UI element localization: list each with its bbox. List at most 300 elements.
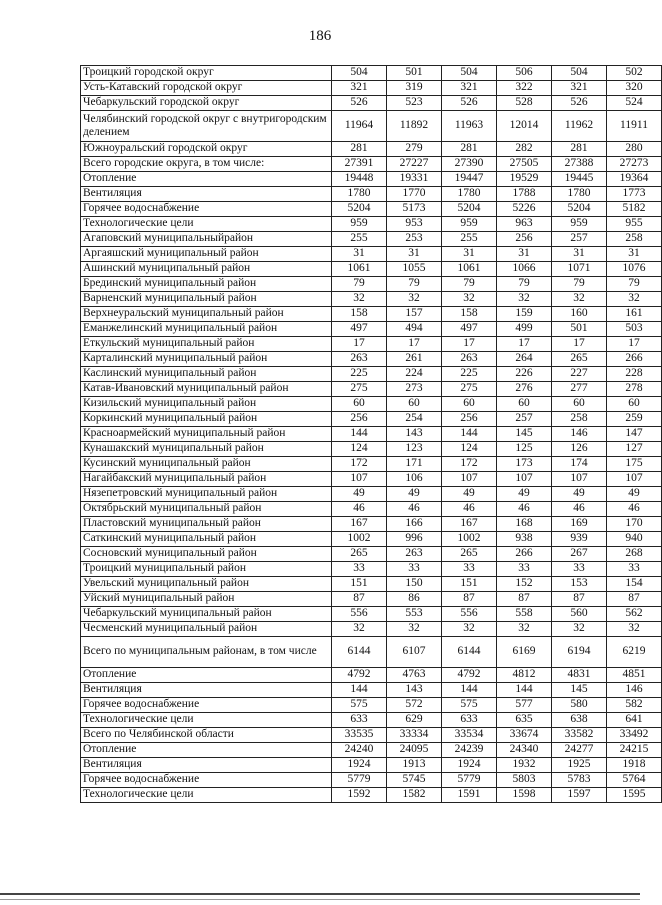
value-cell: 46 <box>552 502 607 517</box>
table-row <box>81 577 662 592</box>
table-row <box>81 262 662 277</box>
row-label: Каслинский муниципальный район <box>81 367 332 382</box>
value-cell: 5764 <box>607 773 662 788</box>
value-cell: 258 <box>552 412 607 427</box>
value-cell: 145 <box>552 683 607 698</box>
value-cell: 278 <box>607 382 662 397</box>
value-cell: 17 <box>332 337 387 352</box>
table-row <box>81 622 662 637</box>
table-row <box>81 532 662 547</box>
table-row <box>81 773 662 788</box>
value-cell: 146 <box>552 427 607 442</box>
value-cell: 32 <box>442 292 497 307</box>
value-cell: 1592 <box>332 788 387 803</box>
value-cell: 12014 <box>497 111 552 142</box>
value-cell: 19364 <box>607 172 662 187</box>
value-cell: 4851 <box>607 668 662 683</box>
value-cell: 506 <box>497 66 552 81</box>
value-cell: 33 <box>497 562 552 577</box>
value-cell: 19445 <box>552 172 607 187</box>
value-cell: 107 <box>607 472 662 487</box>
table-row <box>81 337 662 352</box>
value-cell: 638 <box>552 713 607 728</box>
table-row <box>81 698 662 713</box>
value-cell: 106 <box>387 472 442 487</box>
value-cell: 161 <box>607 307 662 322</box>
value-cell: 939 <box>552 532 607 547</box>
value-cell: 144 <box>442 427 497 442</box>
value-cell: 497 <box>332 322 387 337</box>
table-row <box>81 457 662 472</box>
value-cell: 268 <box>607 547 662 562</box>
value-cell: 4812 <box>497 668 552 683</box>
value-cell: 27505 <box>497 157 552 172</box>
value-cell: 19529 <box>497 172 552 187</box>
value-cell: 1071 <box>552 262 607 277</box>
value-cell: 5204 <box>442 202 497 217</box>
value-cell: 629 <box>387 713 442 728</box>
value-cell: 258 <box>607 232 662 247</box>
value-cell: 5204 <box>552 202 607 217</box>
value-cell: 226 <box>497 367 552 382</box>
value-cell: 87 <box>552 592 607 607</box>
row-label: Всего городские округа, в том числе: <box>81 157 332 172</box>
page-bottom-rule <box>0 893 640 895</box>
value-cell: 959 <box>332 217 387 232</box>
value-cell: 169 <box>552 517 607 532</box>
row-label: Вентиляция <box>81 187 332 202</box>
value-cell: 46 <box>332 502 387 517</box>
value-cell: 1780 <box>332 187 387 202</box>
value-cell: 1055 <box>387 262 442 277</box>
value-cell: 523 <box>387 96 442 111</box>
table-row <box>81 352 662 367</box>
value-cell: 27273 <box>607 157 662 172</box>
value-cell: 499 <box>497 322 552 337</box>
value-cell: 46 <box>607 502 662 517</box>
value-cell: 257 <box>497 412 552 427</box>
value-cell: 143 <box>387 427 442 442</box>
value-cell: 963 <box>497 217 552 232</box>
row-label: Красноармейский муниципальный район <box>81 427 332 442</box>
value-cell: 1595 <box>607 788 662 803</box>
row-label: Нагайбакский муниципальный район <box>81 472 332 487</box>
value-cell: 151 <box>442 577 497 592</box>
value-cell: 31 <box>332 247 387 262</box>
value-cell: 123 <box>387 442 442 457</box>
value-cell: 31 <box>607 247 662 262</box>
value-cell: 257 <box>552 232 607 247</box>
value-cell: 171 <box>387 457 442 472</box>
table-row <box>81 788 662 803</box>
value-cell: 1597 <box>552 788 607 803</box>
value-cell: 1591 <box>442 788 497 803</box>
value-cell: 263 <box>387 547 442 562</box>
value-cell: 86 <box>387 592 442 607</box>
value-cell: 321 <box>332 81 387 96</box>
row-label: Саткинский муниципальный район <box>81 532 332 547</box>
value-cell: 127 <box>607 442 662 457</box>
value-cell: 87 <box>442 592 497 607</box>
value-cell: 1061 <box>442 262 497 277</box>
table-row <box>81 758 662 773</box>
value-cell: 1002 <box>332 532 387 547</box>
table-row <box>81 397 662 412</box>
table-row <box>81 247 662 262</box>
value-cell: 79 <box>497 277 552 292</box>
value-cell: 524 <box>607 96 662 111</box>
row-label: Уйский муниципальный район <box>81 592 332 607</box>
value-cell: 166 <box>387 517 442 532</box>
value-cell: 17 <box>497 337 552 352</box>
value-cell: 497 <box>442 322 497 337</box>
row-label: Кусинский муниципальный район <box>81 457 332 472</box>
heat-demand-table <box>80 65 662 803</box>
value-cell: 126 <box>552 442 607 457</box>
table-row <box>81 487 662 502</box>
value-cell: 49 <box>607 487 662 502</box>
value-cell: 32 <box>497 622 552 637</box>
value-cell: 11963 <box>442 111 497 142</box>
value-cell: 19448 <box>332 172 387 187</box>
table-row <box>81 157 662 172</box>
row-label: Кизильский муниципальный район <box>81 397 332 412</box>
value-cell: 27390 <box>442 157 497 172</box>
value-cell: 5745 <box>387 773 442 788</box>
value-cell: 267 <box>552 547 607 562</box>
value-cell: 558 <box>497 607 552 622</box>
value-cell: 79 <box>607 277 662 292</box>
row-label: Чесменский муниципальный район <box>81 622 332 637</box>
table-row <box>81 592 662 607</box>
value-cell: 1061 <box>332 262 387 277</box>
row-label: Отопление <box>81 172 332 187</box>
row-label: Горячее водоснабжение <box>81 698 332 713</box>
value-cell: 266 <box>607 352 662 367</box>
row-label: Отопление <box>81 743 332 758</box>
table-row <box>81 187 662 202</box>
value-cell: 959 <box>442 217 497 232</box>
row-label: Еманжелинский муниципальный район <box>81 322 332 337</box>
row-label: Коркинский муниципальный район <box>81 412 332 427</box>
row-label: Сосновский муниципальный район <box>81 547 332 562</box>
value-cell: 27391 <box>332 157 387 172</box>
value-cell: 264 <box>497 352 552 367</box>
value-cell: 11892 <box>387 111 442 142</box>
value-cell: 33334 <box>387 728 442 743</box>
table-row <box>81 502 662 517</box>
value-cell: 144 <box>497 683 552 698</box>
value-cell: 24240 <box>332 743 387 758</box>
value-cell: 575 <box>332 698 387 713</box>
value-cell: 553 <box>387 607 442 622</box>
value-cell: 79 <box>552 277 607 292</box>
table-row <box>81 683 662 698</box>
value-cell: 157 <box>387 307 442 322</box>
value-cell: 6194 <box>552 637 607 668</box>
value-cell: 60 <box>552 397 607 412</box>
value-cell: 501 <box>387 66 442 81</box>
value-cell: 560 <box>552 607 607 622</box>
value-cell: 261 <box>387 352 442 367</box>
value-cell: 256 <box>332 412 387 427</box>
value-cell: 4763 <box>387 668 442 683</box>
table-row <box>81 202 662 217</box>
value-cell: 172 <box>442 457 497 472</box>
row-label: Всего по муниципальным районам, в том числе <box>81 637 332 668</box>
table-row <box>81 217 662 232</box>
row-label: Катав-Ивановский муниципальный район <box>81 382 332 397</box>
value-cell: 31 <box>497 247 552 262</box>
value-cell: 124 <box>332 442 387 457</box>
table-row <box>81 307 662 322</box>
value-cell: 79 <box>442 277 497 292</box>
table-body <box>81 66 662 803</box>
value-cell: 144 <box>442 683 497 698</box>
value-cell: 158 <box>442 307 497 322</box>
value-cell: 11962 <box>552 111 607 142</box>
value-cell: 144 <box>332 427 387 442</box>
value-cell: 33674 <box>497 728 552 743</box>
value-cell: 228 <box>607 367 662 382</box>
value-cell: 49 <box>497 487 552 502</box>
value-cell: 263 <box>442 352 497 367</box>
value-cell: 275 <box>442 382 497 397</box>
value-cell: 277 <box>552 382 607 397</box>
row-label: Увельский муниципальный район <box>81 577 332 592</box>
value-cell: 49 <box>552 487 607 502</box>
value-cell: 959 <box>552 217 607 232</box>
table-row <box>81 277 662 292</box>
value-cell: 107 <box>442 472 497 487</box>
row-label: Чебаркульский городской округ <box>81 96 332 111</box>
value-cell: 5173 <box>387 202 442 217</box>
value-cell: 256 <box>497 232 552 247</box>
row-label: Отопление <box>81 668 332 683</box>
value-cell: 321 <box>552 81 607 96</box>
page-number: 186 <box>308 28 332 44</box>
value-cell: 24215 <box>607 743 662 758</box>
value-cell: 528 <box>497 96 552 111</box>
value-cell: 33582 <box>552 728 607 743</box>
value-cell: 107 <box>332 472 387 487</box>
table-row <box>81 232 662 247</box>
row-label: Аргаяшский муниципальный район <box>81 247 332 262</box>
row-label: Октябрьский муниципальный район <box>81 502 332 517</box>
value-cell: 32 <box>387 622 442 637</box>
value-cell: 996 <box>387 532 442 547</box>
value-cell: 4831 <box>552 668 607 683</box>
value-cell: 572 <box>387 698 442 713</box>
value-cell: 174 <box>552 457 607 472</box>
row-label: Челябинский городской округ с внутригородским делением <box>81 111 332 142</box>
value-cell: 279 <box>387 142 442 157</box>
row-label: Всего по Челябинской области <box>81 728 332 743</box>
value-cell: 167 <box>332 517 387 532</box>
value-cell: 31 <box>442 247 497 262</box>
value-cell: 5803 <box>497 773 552 788</box>
value-cell: 17 <box>607 337 662 352</box>
value-cell: 32 <box>332 622 387 637</box>
value-cell: 6107 <box>387 637 442 668</box>
value-cell: 11964 <box>332 111 387 142</box>
value-cell: 266 <box>497 547 552 562</box>
value-cell: 32 <box>552 622 607 637</box>
table-row <box>81 81 662 96</box>
value-cell: 79 <box>387 277 442 292</box>
value-cell: 953 <box>387 217 442 232</box>
table-row <box>81 292 662 307</box>
value-cell: 32 <box>552 292 607 307</box>
value-cell: 144 <box>332 683 387 698</box>
value-cell: 1770 <box>387 187 442 202</box>
value-cell: 281 <box>442 142 497 157</box>
value-cell: 575 <box>442 698 497 713</box>
value-cell: 60 <box>497 397 552 412</box>
value-cell: 1925 <box>552 758 607 773</box>
value-cell: 143 <box>387 683 442 698</box>
value-cell: 1780 <box>442 187 497 202</box>
value-cell: 87 <box>607 592 662 607</box>
table-row <box>81 427 662 442</box>
value-cell: 32 <box>497 292 552 307</box>
value-cell: 265 <box>552 352 607 367</box>
value-cell: 1788 <box>497 187 552 202</box>
value-cell: 49 <box>332 487 387 502</box>
value-cell: 494 <box>387 322 442 337</box>
value-cell: 11911 <box>607 111 662 142</box>
value-cell: 33 <box>332 562 387 577</box>
value-cell: 273 <box>387 382 442 397</box>
row-label: Усть-Катавский городской округ <box>81 81 332 96</box>
value-cell: 170 <box>607 517 662 532</box>
value-cell: 33 <box>552 562 607 577</box>
value-cell: 32 <box>442 622 497 637</box>
table-row <box>81 472 662 487</box>
value-cell: 255 <box>442 232 497 247</box>
value-cell: 49 <box>387 487 442 502</box>
value-cell: 5783 <box>552 773 607 788</box>
value-cell: 1780 <box>552 187 607 202</box>
value-cell: 33535 <box>332 728 387 743</box>
value-cell: 17 <box>552 337 607 352</box>
value-cell: 635 <box>497 713 552 728</box>
value-cell: 225 <box>442 367 497 382</box>
value-cell: 159 <box>497 307 552 322</box>
table-row <box>81 637 662 668</box>
table-row <box>81 412 662 427</box>
value-cell: 87 <box>332 592 387 607</box>
value-cell: 633 <box>332 713 387 728</box>
value-cell: 167 <box>442 517 497 532</box>
value-cell: 1918 <box>607 758 662 773</box>
value-cell: 955 <box>607 217 662 232</box>
table-row <box>81 713 662 728</box>
value-cell: 60 <box>387 397 442 412</box>
value-cell: 633 <box>442 713 497 728</box>
value-cell: 275 <box>332 382 387 397</box>
value-cell: 562 <box>607 607 662 622</box>
value-cell: 280 <box>607 142 662 157</box>
row-label: Технологические цели <box>81 788 332 803</box>
value-cell: 33 <box>442 562 497 577</box>
value-cell: 281 <box>332 142 387 157</box>
value-cell: 254 <box>387 412 442 427</box>
value-cell: 265 <box>332 547 387 562</box>
value-cell: 173 <box>497 457 552 472</box>
value-cell: 320 <box>607 81 662 96</box>
row-label: Троицкий муниципальный район <box>81 562 332 577</box>
value-cell: 259 <box>607 412 662 427</box>
value-cell: 1002 <box>442 532 497 547</box>
row-label: Брединский муниципальный район <box>81 277 332 292</box>
value-cell: 6219 <box>607 637 662 668</box>
value-cell: 17 <box>442 337 497 352</box>
row-label: Вентиляция <box>81 683 332 698</box>
value-cell: 6144 <box>442 637 497 668</box>
value-cell: 319 <box>387 81 442 96</box>
value-cell: 6144 <box>332 637 387 668</box>
value-cell: 5779 <box>442 773 497 788</box>
table-row <box>81 562 662 577</box>
value-cell: 224 <box>387 367 442 382</box>
row-label: Агаповский муниципальныйрайон <box>81 232 332 247</box>
value-cell: 1924 <box>332 758 387 773</box>
value-cell: 151 <box>332 577 387 592</box>
value-cell: 1913 <box>387 758 442 773</box>
value-cell: 32 <box>387 292 442 307</box>
value-cell: 31 <box>387 247 442 262</box>
value-cell: 6169 <box>497 637 552 668</box>
table-row <box>81 517 662 532</box>
value-cell: 322 <box>497 81 552 96</box>
value-cell: 60 <box>332 397 387 412</box>
value-cell: 125 <box>497 442 552 457</box>
value-cell: 526 <box>442 96 497 111</box>
value-cell: 321 <box>442 81 497 96</box>
table-row <box>81 547 662 562</box>
value-cell: 107 <box>497 472 552 487</box>
value-cell: 641 <box>607 713 662 728</box>
table-row <box>81 322 662 337</box>
value-cell: 31 <box>552 247 607 262</box>
value-cell: 49 <box>442 487 497 502</box>
value-cell: 5204 <box>332 202 387 217</box>
value-cell: 1598 <box>497 788 552 803</box>
table-row <box>81 607 662 622</box>
value-cell: 158 <box>332 307 387 322</box>
table-row <box>81 382 662 397</box>
value-cell: 32 <box>607 622 662 637</box>
value-cell: 580 <box>552 698 607 713</box>
row-label: Технологические цели <box>81 713 332 728</box>
value-cell: 227 <box>552 367 607 382</box>
value-cell: 504 <box>442 66 497 81</box>
value-cell: 504 <box>552 66 607 81</box>
row-label: Троицкий городской округ <box>81 66 332 81</box>
value-cell: 503 <box>607 322 662 337</box>
value-cell: 504 <box>332 66 387 81</box>
value-cell: 46 <box>497 502 552 517</box>
value-cell: 256 <box>442 412 497 427</box>
value-cell: 526 <box>552 96 607 111</box>
value-cell: 60 <box>607 397 662 412</box>
value-cell: 5226 <box>497 202 552 217</box>
value-cell: 27227 <box>387 157 442 172</box>
value-cell: 32 <box>332 292 387 307</box>
value-cell: 160 <box>552 307 607 322</box>
value-cell: 255 <box>332 232 387 247</box>
